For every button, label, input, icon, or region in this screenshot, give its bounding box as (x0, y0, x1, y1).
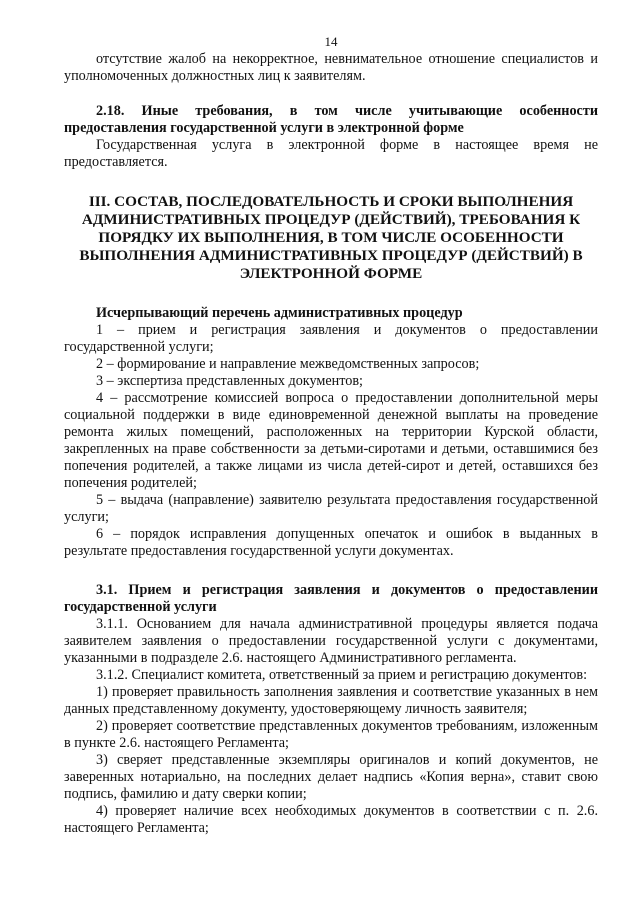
check-item: 4) проверяет наличие всех необходимых документов в соответствии с п. 2.6. настоящего Регламента; (64, 803, 598, 836)
check-item: 3) сверяет представленные экземпляры оригиналов и копий документов, не заверенных нотариально, на последних делает надпись «Копия верна», ставит свою подпись, фамилию и дату сверки копии; (64, 752, 598, 802)
document-page (64, 34, 598, 837)
procedure-item: 2 – формирование и направление межведомственных запросов; (96, 356, 480, 372)
procedure-item: 3 – экспертиза представленных документов; (96, 373, 363, 389)
intro-paragraph: отсутствие жалоб на некорректное, невнимательное отношение специалистов и уполномоченных должностных лиц к заявителям. (64, 51, 598, 84)
chapter-3-title: III. СОСТАВ, ПОСЛЕДОВАТЕЛЬНОСТЬ И СРОКИ ВЫПОЛНЕНИЯ АДМИНИСТРАТИВНЫХ ПРОЦЕДУР (ДЕЙСТВИЙ), ТРЕБОВАНИЯ К ПОРЯДКУ ИХ ВЫПОЛНЕНИЯ, В ТОМ ЧИСЛЕ ОСОБЕННОСТИ ВЫПОЛНЕНИЯ АДМИНИСТРАТИВНЫХ ПРОЦЕДУР (ДЕЙСТВИЙ) В ЭЛЕКТРОННОЙ ФОРМЕ (79, 193, 583, 282)
procedure-item: 5 – выдача (направление) заявителю результата предоставления государственной услуги; (64, 492, 598, 525)
section-3-1-paragraph: 3.1.2. Специалист комитета, ответственный за прием и регистрацию документов: (96, 667, 588, 683)
section-3-1-paragraph: 3.1.1. Основанием для начала административной процедуры является подача заявителем заявления о предоставлении государственной услуги с документами, указанными в подразделе 2.6. настоящего Административного регламента. (64, 616, 598, 666)
check-item: 1) проверяет правильность заполнения заявления и соответствие указанных в нем данных представленному документу, удостоверяющему личность заявителя; (64, 684, 598, 717)
procedure-item: 6 – порядок исправления допущенных опечаток и ошибок в выданных в результате предоставления государственной услуги документах. (64, 526, 598, 559)
procedures-heading: Исчерпывающий перечень административных процедур (96, 305, 463, 321)
section-2-18-title: 2.18. Иные требования, в том числе учитывающие особенности предоставления государственной услуги в электронной форме (64, 103, 598, 136)
section-2-18-text: Государственная услуга в электронной форме в настоящее время не предоставляется. (64, 137, 598, 170)
procedure-item: 4 – рассмотрение комиссией вопроса о предоставлении дополнительной меры социальной поддержки в виде единовременной денежной выплаты на проведение ремонта жилых помещений, расположенных на территории Курской области, закрепленных на праве собственности за детьми-сиротами и детьми, оставшимися без попечения родителей, а также лицами из числа детей-сирот и детей, оставшихся без попечения родителей; (64, 390, 598, 491)
page-number: 14 (324, 34, 338, 49)
check-item: 2) проверяет соответствие представленных документов требованиям, изложенным в пункте 2.6. настоящего Регламента; (64, 718, 598, 751)
section-3-1-title: 3.1. Прием и регистрация заявления и документов о предоставлении государственной услуги (64, 582, 598, 615)
procedure-item: 1 – прием и регистрация заявления и документов о предоставлении государственной услуги; (64, 322, 598, 355)
